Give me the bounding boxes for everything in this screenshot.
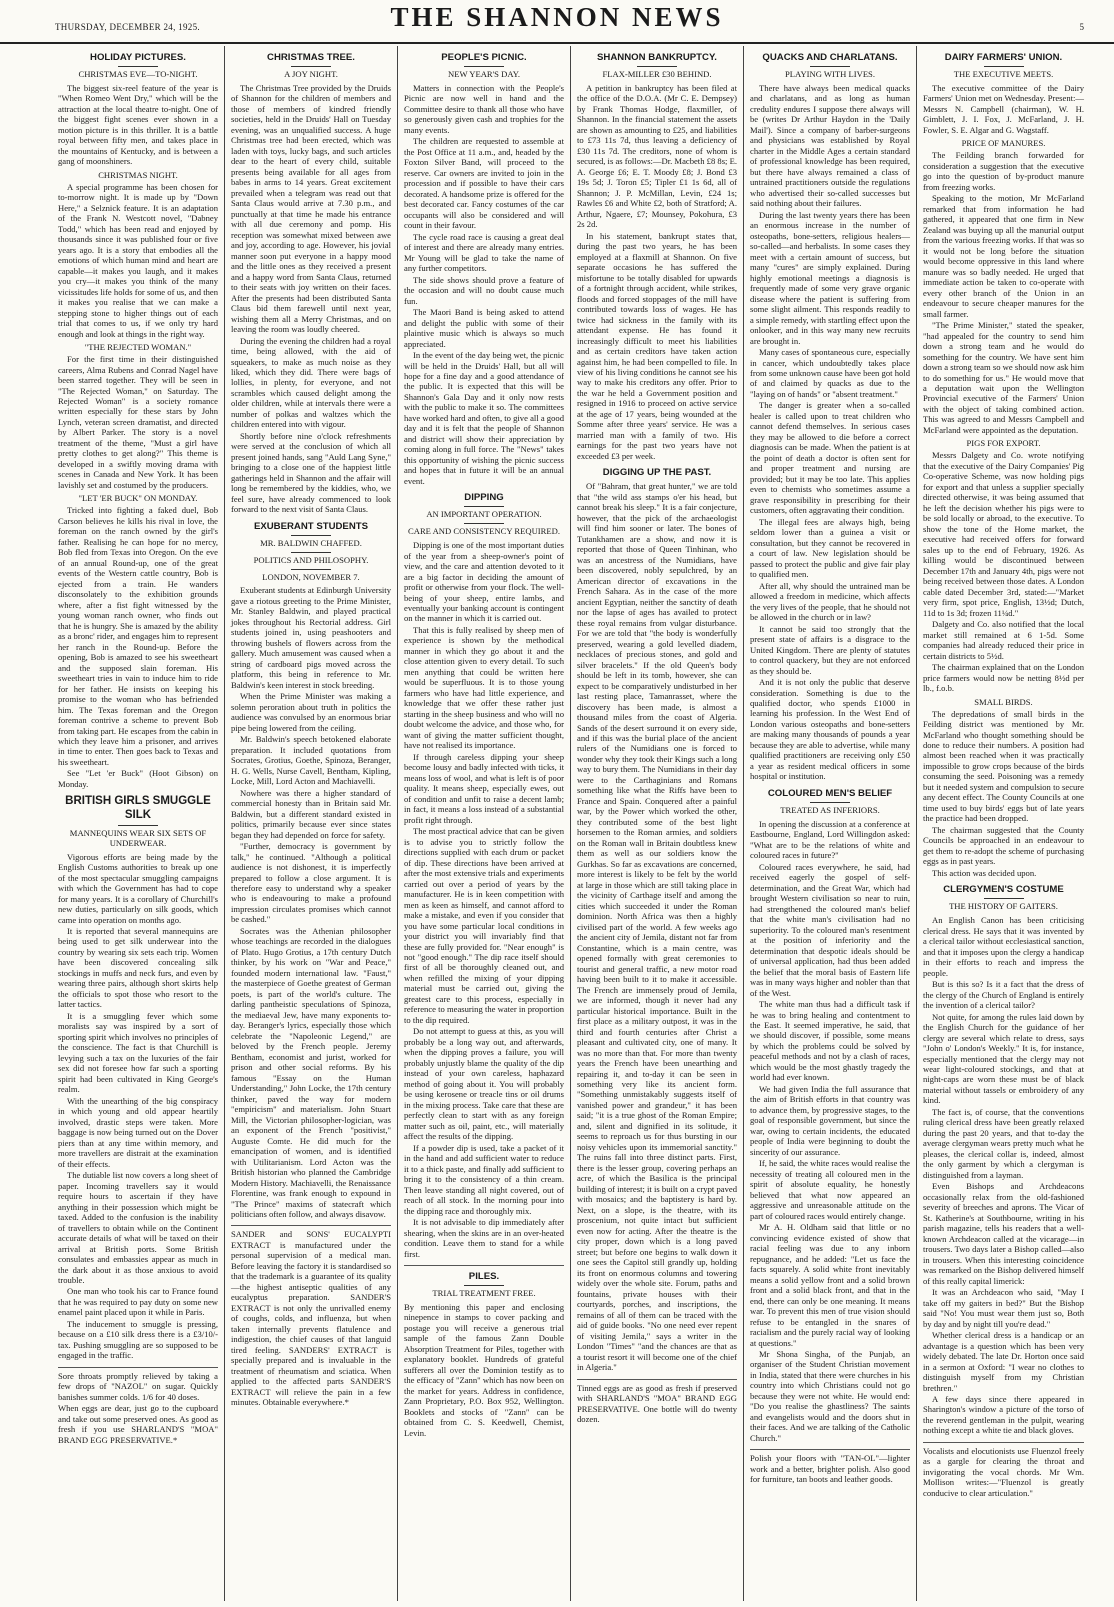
divider [464,506,504,507]
section-subheading: PIGS FOR EXPORT. [966,438,1041,449]
paragraph: Many cases of spontaneous cure, especially in cancer, which undoubtedly takes place from some unknown cause have been got hold of and claimed by quacks as due to the "laying on of hands" or "absent treatment." [750,347,910,399]
paragraph: "The Prime Minister," stated the speaker, "had appealed for the country to send him down a strong team and he would do something for the country. We have sent him down a strong team so we should now ask him to do something for us." He would move that a deputation wait upon the Wellington Provincial executive of the Farmers' Union with the object of taking combined action. This was agreed to and Messrs Campbell and McFarland were appointed as the deputation. [923,320,1084,435]
paragraph: It cannot be said too strongly that the present state of affairs is a disgrace to the United Kingdom. There are plenty of statutes to control quackery, but they are not enforced as they should be. [750,623,910,676]
paragraph: Exuberant students at Edinburgh University gave a riotous greeting to the Prime Minister, Mr. Stanley Baldwin, and played practical jokes throughout his Rectorial address. Girl students joined in, using peashooters and throwing bushels of flowers across from the gallery. Much amusement was caused when a string of cardboard pigs moved across the platform, this being in reference to Mr. Baldwin's keen interest in stock breeding. [231,585,391,690]
article-headline: PILES. [468,1271,500,1283]
paragraph: In the event of the day being wet, the picnic will be held in the Druids' Hall, but all will hope for a fine day and a good attendance of the public. It is expected that this will be Shannon's Gala Day and it only now rests with the public to make it so. The committees have worked hard and often, to give all a good day and it is felt that the people of Shannon and district will show their appreciation by coming along in full force. The "News" takes this opportunity of wishing the picnic success and hopes that in future it will be an annual event. [404,350,564,486]
section-subheading: SMALL BIRDS. [974,696,1033,707]
paragraph: The illegal fees are always high, being seldom lower than a guinea a visit or consultation, but they cannot be recovered in a court of law. New legislation should be passed to protect the public and give fair play to qualified men. [750,516,910,580]
paragraph: The Christmas Tree provided by the Druids of Shannon for the children of members and those of members of kindred friendly societies, held in the Druids' Hall on Tuesday evening, was an unqualified success. A huge Christmas tree had been erected, which was laden with toys, lucky bags, and such articles dear to the heart of every child, suitable presents being available for all ages from babes in arms to 14 years. Great excitement prevailed when a telegram was read out that Santa Claus would arrive at 7.30 p.m., and punctually at that time he made his entrance with all due ceremony and pomp. His reception was somewhat mixed between awe and joy, according to age. However, his jovial manner soon put everyone in a happy mood and the little ones as they received a present and a happy word from Santa Claus, returned to their seats with joy written on their faces. After the presents had been distributed Santa Claus bid them farewell until next year, wishing them all a Merry Christmas, and on leaving the room was loudly cheered. [231,82,391,335]
paragraph: In his statement, bankrupt states that, during the past two years, he has been employed at a flaxmill at Shannon. On five separate occasions he has suffered the misfortune to be totally disabled for upwards of a fortnight through accident, while strikes, floods and forced stoppages of the mill have contributed towards loss of wages. He has twice had sickness in the family with its attendant expense. He has found it increasingly difficult to meet his liabilities and as certain creditors have taken action against him, he had been compelled to file. In view of his living conditions he cannot see his way to make his creditors any offer. Prior to the war he held a Government position and resigned in 1916 to proceed on active service at the age of 17 years, being wounded at the Somme after three years' service. He was a married man with a family of two. His earnings for the past two years have not exceeded £3 per week. [577,230,737,461]
article-headline: PEOPLE'S PICNIC. [441,52,527,63]
paragraph: The depredations of small birds in the Feilding district was mentioned by Mr. McFarland who thought something should be done to reduce their numbers. A position had almost been reached when it was practically impossible to grow crops because of the birds consuming the seed. Poisoning was a remedy but it needed system and compulsion to secure any decent effect. The County Councils at one time used to buy birds' eggs but of late years the practice had been dropped. [923,708,1084,824]
divider [118,66,158,67]
column-3 [398,46,571,1601]
paragraph: The dutiable list now covers a long sheet of paper. Incoming travellers say it would require hours to ascertain if they have anything in their possession which might be taxed. Added to the confusion is the inability of travellers to obtain while on the Continent accurate details of what will be taxed on their arrival at British ports. Some British consulates and embassies appear as much in the dark about it as those anxious to avoid trouble. [58,1170,218,1285]
paragraph: Speaking to the motion, Mr McFarland remarked that from information he had gathered, it appeared that one firm in New Zealand was buying up all the manurial output from the various freezing works. If that was so it would not be long before the situation would become oppressive in this land where manure was so badly needed. He urged that immediate action be taken to co-operate with every other branch of the Union in an endeavour to secure cheaper manures for the small farmer. [923,193,1084,319]
paragraph: This action was decided upon. [932,867,1037,878]
divider [637,66,677,67]
advertisement [58,1367,218,1445]
article-headline: CHRISTMAS TREE. [267,52,355,63]
paragraph: Coloured races everywhere, he said, had received eagerly the gospel of self-determination, and the Great War, which had brought Western civilisation so near to ruin, had strengthened the coloured man's belief that the white man's civilisation had no superiority. To the coloured man's resentment at the position of inferiority and the determination that despotic ideals should be of universal application, had thus been added the belief that the moral basis of Eastern life was in many ways higher and nobler than that of the West. [750,861,910,998]
column-1 [52,46,225,1601]
paragraph: It was an Archdeacon who said, "May I take off my gaiters in bed?" But the Bishop said "No! You must wear them just so, Both by day and by night till you're dead." [923,1287,1084,1329]
article [577,52,737,461]
article [231,52,391,515]
advertisement [923,1442,1084,1498]
article [58,795,218,1360]
column-5 [744,46,917,1601]
paragraph: The Feilding branch forwarded for consideration a suggestion that the executive go into the question of by-product manure from freezing works. [923,150,1084,192]
article [577,467,737,1372]
article-subhead: THE EXECUTIVE MEETS. [953,69,1054,80]
article-headline: DIPPING [464,492,504,504]
article-subhead: TRIAL TREATMENT FREE. [432,1288,536,1299]
paragraph: Vigorous efforts are being made by the English Customs authorities to break up one of the most spectacular smuggling campaigns with which the Government has had to cope for many years. It is a corollary of Churchill's new duties, particularly on silk goods, which came into operation on months ago. [58,851,218,925]
advertisement [750,1449,910,1484]
article-subhead: NEW YEAR'S DAY. [448,69,520,80]
paragraph: The chairman explained that on the London price farmers would now be netting 8½d per lb., f.o.b. [923,662,1084,694]
paragraph: The children are requested to assemble at the Post Office at 11 a.m., and, headed by the Foxton Silver Band, will proceed to the reserve. Car owners are invited to join in the procession and if possible to have their cars decorated. A handsome prize is offered for the best decorated car. Fancy costumes of the car occupants will also be considered and will count in their favour. [404,136,564,231]
divider [118,825,158,826]
paragraph: We had given India the full assurance that the aim of British efforts in that country was to advance them, by progressive stages, to the goal of responsible government, but since the war, owing to certain incidents, the educated people of India were beginning to doubt the sincerity of our assurance. [750,1083,910,1157]
paragraph: Tricked into fighting a faked duel, Bob Carson believes he kills his rival in love, the foreman on the ranch owned by the girl's father. Realising he can hope for no mercy, Bob fled from Texas into Oregon. On the eve of an annual Round-up, one of the great events of the Western cattle country, Bob is ejected from a train. He wanders disconsolately to the exhibition grounds where, after a fist fight witnessed by the young woman ranch owner, who finds out that he is hungry. She is amazed by the ability as a bronc' rider, and engages him to represent her ranch in the Round-up. Before the opening, Bob is amazed to see his sweetheart and the supposed slain foreman. His sweetheart tries in vain to induce him to ride for her father. He insists on keeping his promise to the woman who has befriended him. The Texas foreman and the Oregon foreman contrive a scheme to prevent Bob from taking part. He escapes from the cabin in which they leave him a prisoner, and arrives in time to enter. Then goes back to Texas and his sweetheart. [58,505,218,767]
article-subhead: MANNEQUINS WEAR SIX SETS OF UNDERWEAR. [69,827,207,848]
article-subhead: THE HISTORY OF GAITERS. [949,901,1058,912]
article-subhead: CARE AND CONSISTENCY REQUIRED. [408,526,560,537]
article [404,52,564,486]
paragraph: A petition in bankruptcy has been filed at the office of the D.O.A. (Mr C. E. Dempsey) by Frank Thomas Hodge, flaxmiller, of Shannon. In the financial statement the assets are shown as amounting to £25, and liabilities to £73 11s 7d, thus leaving a deficiency of £30 11s 7d. The creditors, none of whom is secured, is as follows:—Dr. Macbeth £8 8s; E. A. George £6; E. T. Moody £8; J. Bond £3 19s 5d; J. Toron £5; Tipler £1 1s 6d, all of Shannon; J. P. McMillan, Levin, £24 1s; Rawles £6 and White £2, both of Stratford; A. Arthur, Ngaere, £7; Mounsey, Pokohura, £3 2s 2d. [577,82,737,230]
paragraph: The inducement to smuggle is pressing, because on a £10 silk dress there is a £3/10/- tax. Pushing smuggling are so supposed to be engaged in the traffic. [58,1318,218,1361]
paragraph: Dipping is one of the most important duties of the year from a sheep-owner's point of view, and the care and attention devoted to it are a big factor in deciding the amount of profit or otherwise from your flock. The well-being of your sheep, entire lambs, and eventually your banking account is contingent on the manner in which it is carried out. [404,540,564,624]
divider [291,569,331,570]
article-subhead: FLAX-MILLER £30 BEHIND. [602,69,712,80]
article [404,492,564,1259]
article-headline: HOLIDAY PICTURES. [90,52,186,63]
paragraph: Dalgety and Co. also notified that the local market still remained at 6 1-5d. Some companies had already reduced their price in certain districts to 5½d. [923,619,1084,661]
paragraph: Even Bishops and Archdeacons occasionally relax from the old-fashioned severity of breeches and aprons. The Vicar of St. Katherine's at Southbourne, writing in his parish magazine, tells his readers that a well-known Archdeacon called at the vicarage—in trousers. Two days later a Bishop called—also in trousers. When this interesting coincidence was remarked on the Bishop delivered himself of this really capital limerick: [923,1181,1084,1286]
paragraph: The executive committee of the Dairy Farmers' Union met on Wednesday. Present:—Messrs N. Campbell (chairman), W. H. Gimblett, J. I. Fox, J. McFarland, J. H. Fowler, S. E. Algar and G. Wagstaff. [923,82,1084,135]
paragraph: Mr A. H. Oldham said that little or no convincing evidence existed of show that racial feeling was due to any inborn repugnance, and he added: "Let us face the facts squarely. A solid white front inevitably means a solid yellow front and a solid brown front and a solid black front, and that in the end, there can only be one meaning. It means war. To prevent this men of true vision should refuse to be entangled in the snares of racialism and the purely racial way of looking at questions." [750,1222,910,1348]
article [750,52,910,782]
paragraph: During the evening the children had a royal time, being allowed, with the aid of squeakers, to make as much noise as they liked, which they did. There were bags of lollies, in plenty, for everyone, and not scrambles which caused delight among the older children, while at intervals there were a number of polkas and waltzes which the children entered into with vigour. [231,335,391,430]
divider [810,66,850,67]
paragraph: A few days since there appeared in Sharington's window a picture of the torso of the reverend gentleman in the pulpit, wearing nothing except a white tie and black gloves. [923,1394,1084,1436]
section-subheading: PRICE OF MANURES. [961,138,1046,149]
divider [810,802,850,803]
section-subheading: CHRISTMAS NIGHT. [98,169,178,180]
paragraph: One man who took his car to France found that he was required to pay duty on some new enamel paint placed upon it while in Paris. [58,1286,218,1318]
paragraph: With the unearthing of the big conspiracy in which young and old appear heartily involved, drastic steps were taken. More baggage is now being turned out on the Dover piers than at any time within memory, and more travellers are distrait at the examination of their effects. [58,1095,218,1169]
divider [291,66,331,67]
article [750,788,910,1443]
paragraph: Mr Shona Singha, of the Punjab, an organiser of the Student Christian movement in India, stated that there were churches in his country into which Christians could not go because they were not white. He would end: "Do you realise the ghastliness? The saints and evangelists would and the doors shut in their faces. And we are talking of the Catholic Church." [750,1349,910,1443]
paragraph: It is a smuggling fever which some moralists say was inspired by a sort of sporting spirit which involves no principles of the conscience. The fact is that Churchill is levying such a tax on the luxuries of the fair sex did not foresee how far such a sporting spirit had been cultivated in King George's realm. [58,1010,218,1095]
article [58,52,218,789]
paragraph: Matters in connection with the People's Picnic are now well in hand and the Committee desire to thank all those who have so generously given cash and trophies for the many events. [404,82,564,135]
advertisement [577,1379,737,1425]
section-subheading: "LET 'ER BUCK" ON MONDAY. [78,493,198,504]
section-subheading: "THE REJECTED WOMAN." [84,342,192,353]
divider [291,535,331,536]
divider [464,1285,504,1286]
paragraph: A special programme has been chosen for to-morrow night. It is made up by "Down Here," a Selznick feature. It is an adaptation of the Frank N. Westcott novel, "Dabney Todd," which has been read and enjoyed by thousands since it was published four or five years ago. It is a story that embodies all the emotions of which human mind and heart are capable—it makes you laugh, and it makes you cry—it makes you think of the many vicissitudes life holds for some of us, and then it makes you realise that we can make a stepping stone to higher things out of each trial that comes to us, if we only try hard enough and look at things in the right way. [58,181,218,339]
column-2 [225,46,398,1601]
divider [464,66,504,67]
article-subhead: A JOY NIGHT. [284,69,338,80]
paragraph: Nowhere was there a higher standard of commercial honesty than in Britain said Mr. Baldwin, but a different standard existed in politics, primarily because ever since states began they had depended on force for safety. [231,787,391,840]
paragraph: The most practical advice that can be given is to advise you to strictly follow the directions supplied with each drum or packet of dip. These directions have been arrived at after the most extensive trials and experiments carried out over a period of years by the manufacturer. He is in keen competition with men as keen as himself, and cannot afford to make a mistake, and even if you consider that you have some particular local conditions in your district you will invariably find that these are fully provided for. "Near enough" is not "good enough." The dip race itself should first of all be thoroughly cleaned out, and when refilled the mixing of your dipping material must be carried out, giving the greatest care to this process, especially in reference to measuring the water in proportion to the dip required. [404,826,564,1025]
paragraph: Shortly before nine o'clock refreshments were served at the conclusion of which all present joined hands, sang "Auld Lang Syne," bringing to a close one of the happiest little gatherings held in Shannon and the affair will long be remembered by the kiddies, who, we feel sure, have already commenced to look forward to the next visit of Santa Claus. [231,430,391,515]
article-subhead: AN IMPORTANT OPERATION. [426,509,542,520]
article [923,884,1084,1436]
paragraph: Socrates was the Athenian philosopher whose teachings are recorded in the dialogues of Plato. Hugo Grotius, a 17th century Dutch thinker, by his work on "War and Peace," founded modern international law. "Faust," the masterpiece of Goethe greatest of German poets, is part of the world's culture. The darling pantheistic speculations of Spinoza, the mediaeval Jew, have many exponents to-day. Beranger's lyrics, especially those which celebrate the "Napoleonic Legend," are beloved by the French people. Jeremy Bentham, economist and jurist, worked for prison and other social reforms. By his famous "Essay on the Human Understanding," John Locke, the 17th century thinker, paved the way for modern "empiricism" and materialism. John Stuart Mill, the Victorian philosopher-logician, was an exponent of the French "positivist," Auguste Comte. He did much for the emancipation of women, and is identified with Utilitarianism. Lord Acton was the British historian who planned the Cambridge Modern History. Machiavelli, the Renaissance Florentine, was frank enough to expound in "The Prince" maxims of statecraft which politicians often follow, and always disavow. [231,925,391,1219]
newspaper-title: THE SHANNON NEWS [390,2,724,32]
masthead [0,0,1114,44]
paragraph: The side shows should prove a feature of the occasion and will no doubt cause much fun. [404,274,564,306]
divider [984,66,1024,67]
paragraph: SANDER and SONS' EUCALYPTI EXTRACT is manufactured under the personal supervision of a medical man. Before leaving the factory it is standardised so that the trademark is a guarantee of its quality—the highest antiseptic qualities of any eucalyptus preparation. SANDER'S EXTRACT is not only the unrivalled enemy of coughs, colds, and influenza, but when taken internally prevents flatulence and indigestion, the chief causes of that languid tired feeling. SANDERS' EXTRACT is specially prepared and is invaluable in the treatment of rheumatism and sciatica. When applied to the affected parts SANDER'S EXTRACT will relieve the pain in a few minutes. Obtainable everywhere.* [231,1229,391,1408]
paragraph: There have always been medical quacks and charlatans, and as long as human credulity endures I suppose there always will be (writes Dr Arthur Haydon in the 'Daily Mail'). Since a company of barber-surgeons and physicians was established by Royal charter in the Middle Ages a certain standard of professional knowledge has been required, but there have always remained a class of untrained practitioners outside the regulations who advertised their so-called successes but said nothing about their failures. [750,82,910,209]
paragraph: When eggs are dear, just go to the cupboard and take out some preserved ones. As good as fresh if you use SHARLAND'S "MOA" BRAND EGG PRESERVATIVE.* [58,1403,218,1445]
article-headline: EXUBERANT STUDENTS [253,520,369,532]
paragraph: That this is fully realised by sheep men of experience is shown by the methodical manner in which they go about it and the close attention given to every detail. To such men anything that could be written here would be superfluous. It is to those young farmers who have had little experience, and knowledge that we offer these rather just starting in the sheep business and who will no doubt welcome the advice, and those who, for want of giving the matter sufficient thought, have not realised its importance. [404,624,564,751]
article-subhead: PLAYING WITH LIVES. [785,69,875,80]
article-headline: DIGGING UP THE PAST. [602,467,712,479]
paragraph: And it is not only the public that deserve consideration. Something is due to the qualified doctor, who spends £1000 in learning his profession. In the West End of London various osteopaths and bone-setters are making many thousands of pounds a year because they are able to advertise, while many qualified practitioners are receiving only £50 a year as resident medical officers in some hospital or institution. [750,677,910,782]
paragraph: It is not advisable to dip immediately after shearing, when the skins are in an over-heated condition. Leave them to stand for a while first. [404,1217,564,1259]
article-headline: SHANNON BANKRUPTCY. [597,52,717,63]
paragraph: Vocalists and elocutionists use Fluenzol freely as a gargle for clearing the throat and invigorating the vocal chords. Mr Wm. Mollison writes:—"Fluenzol is greatly conducive to clear articulation." [923,1445,1084,1498]
article-headline: COLOURED MEN'S BELIEF [767,787,893,799]
paragraph: Sore throats promptly relieved by taking a few drops of "NAZOL" on sugar. Quickly banishes summer colds. 1/6 for 40 doses. [58,1370,218,1402]
article-subhead: MR. BALDWIN CHAFFED. [260,537,362,548]
page-columns [52,46,1092,1601]
article-headline: QUACKS AND CHARLATANS. [762,52,898,63]
paragraph: By mentioning this paper and enclosing ninepence in stamps to cover packing and postage you will receive a generous trial sample of the famous Zann Double Absorption Treatment for Piles, together with explanatory booklet. Hundreds of grateful sufferers all over the Dominion testify as to the efficacy of "Zann" which has now been on the market for years. Address in confidence, Zann Proprietary, P.O. Box 952, Wellington. Booklets and stocks of "Zann" can be obtained from C. S. Keedwell, Chemist, Levin. [404,1301,564,1438]
paragraph: But is this so? Is it a fact that the dress of the clergy of the Church of England is entirely the invention of a clerical tailor? [923,979,1084,1011]
advertisement [404,1265,564,1438]
article-subhead: TREATED AS INFERIORS. [780,804,880,815]
paragraph: When the Prime Minister was making a solemn peroration about truth in politics the audience was convulsed by an enormous briar pipe being lowered from the ceiling. [231,691,391,733]
paragraph: After all, why should the untrained man be allowed a freedom in medicine, which affects the very lives of the people, that he should not be allowed in the church or in law? [750,580,910,623]
paragraph: The white man thus had a difficult task if he was to bring healing and contentment to the East. It seemed imperative, he said, that we should discover, if possible, some means by which the problems could be solved by peaceful methods and not by a clash of races, which would be the most ghastly tragedy the world had ever known. [750,999,910,1083]
article-subhead: LONDON, NOVEMBER 7. [262,571,360,582]
article-headline: DAIRY FARMERS' UNION. [944,52,1063,63]
article [231,521,391,1220]
column-6 [917,46,1090,1601]
paragraph: The cycle road race is causing a great deal of interest and there are already many entries. Mr Young will be glad to take the name of any further competitors. [404,231,564,274]
paragraph: Whether clerical dress is a handicap or an advantage is a question which has been very widely debated. The late Dr. Horton once said in a sermon at Oxford: "I wear no clothes to distinguish myself from my Christian brethren." [923,1330,1084,1393]
advertisement [231,1225,391,1407]
paragraph: If a powder dip is used, take a packet of it in the hand and add sufficient water to reduce it to a thick paste, and finally add sufficient to bring it to the consistency of a thin cream. Then leave standing all night covered, out of reach of all stock. In the morning pour into the dipping race and thoroughly mix. [404,1142,564,1216]
paragraph: See "Let 'er Buck" (Hoot Gibson) on Monday. [58,768,218,789]
paragraph: In opening the discussion at a conference at Eastbourne, England, Lord Willingdon asked: "What are to be the relations of white and coloured races in future?" [750,818,910,861]
paragraph: Not quite, for among the rules laid down by the English Church for the guidance of her clergy are several which relate to dress, says "John o' London's Weekly." It is, for instance, especially mentioned that the clergy may not wear light-coloured stockings, and that at night-caps are worn these must be of black material without tassels or embroidery of any kind. [923,1011,1084,1106]
paragraph: Of "Bahram, that great hunter," we are told that "the wild ass stamps o'er his head, but cannot break his sleep." It is a fair conjecture, however, that the pick of the archaeologist will find him sooner or later. The bones of Tutankhamen are a show, and now it is reported that those of Queen Tinhinan, who was an ancestress of the Numidians, have been discovered, nobly sepulchred, by an American director of excavations in the French Sahara. As in the case of the more ancient Egyptian, neither the sanctity of death nor the lapse of ages has availed to protect these royal remains from vulgar disturbance. For we are told that "the body is wonderfully preserved, wearing a gold levelled diadem, necklaces of precious stones, and gold and silver bracelets." If the old Queen's body should be left in its tomb, however, she can expect to be comparatively undisturbed in her last resting place, Tamanrasset, where the discovery has been made, is almost a thousand miles from the coast of Algeria. Sands of the desert surround it on every side, and if this was the burial place of the ancient rulers of the Numidians one is forced to wonder why they took their Kings such a long way to bury them. The Numidians in their day were to the Carthaginians and Romans something like what the Riffs have been to France and Spain. Conquered after a painful war, by the Power which worked the other, they contributed some of the best light horsemen to the Roman armies, and soldiers on the Roman wall in Britain doubtless knew them as well as our soldiers know the Gurkhas. So far as excavations are concerned, more interest is likely to be felt by the world at large in those which are still taking place in the vicinity of Carthage itself and among the cities which succeeded it under the Roman dominion. North Africa was then a highly civilised part of the world. A few weeks ago the ancient city of Jemila, distant not far from Constantine, which is a main centre, was opened formally with great ceremonies to tourist and general traffic, a new motor road having been built to it to make it accessible. The French are immensely proud of Jemila, we are informed, though it never had any particular historical importance. Built in the first place as a military outpost, it was in the third and fourth centuries after Christ a pleasant and cultivated city, one of many. It was no more than that. For more than twenty years the French have been unearthing and repairing it, and to-day it can be seen in something very like its ancient form. "Something unmistakably suggests itself of vanished power and grandeur," it has been said; "it is a true ghost of the Roman Empire; and, silent and dignified in its solitude, it seems to reproach us for thus bursting in our noisy vehicles upon its immemorial sanctity." The ruins fall into three distinct parts. First, there is the lesser group, covering perhaps an acre, of which the Basilica is the principal building of interest; it is built on a crypt paved with mosaics; and the baptistery is hard by. Next, on a slope, is the theatre, with its proscenium, not quite intact but sufficient even now for acting. After the theatre is the city proper, down which is a long paved street; but before one begins to walk down it one sees the Capitol still grandly up, holding its front on enormous columns and towering widely over the whole site. Forum, paths and fountains, private houses with their courtyards, porches, and inscriptions, the remains of all of them can be traced with the aid of guide books. "No one need ever repent of visiting Jemila," says a writer in the London "Times" "and the chances are that as a tourist resort it will become one of the chief in Algeria." [577,481,737,1373]
paragraph: The fact is, of course, that the conventions ruling clerical dress have been greatly relaxed during the past 20 years, and that to-day the average clergyman wears pretty much what he pleases, the clerical collar is, indeed, almost the only garment by which a clergyman is distinguished from a layman. [923,1106,1084,1180]
paragraph: If, he said, the white races would realise the necessity of treating all coloured men in the spirit of absolute equality, he honestly believed that what now appeared an aggressive and unreasonable attitude on the part of coloured races would entirely change. [750,1158,910,1221]
page-number: 5 [1079,22,1084,32]
paragraph: The chairman suggested that the County Councils be approached in an endeavour to get them to re-adopt the scheme of purchasing eggs as in past years. [923,824,1084,867]
paragraph: The biggest six-reel feature of the year is "When Romeo Went Dry," which will be the attraction at the local theatre to-night. One of the biggest fight scenes ever shown in a motion picture is in this thriller. It is a battle royal between fifty men, and takes place in the mountains of Kentucky, and is between a gang of moonshiners. [58,82,218,167]
divider [984,898,1024,899]
paragraph: The Maori Band is being asked to attend and delight the public with some of their plaintive music which is always so much appreciated. [404,307,564,349]
paragraph: "Further, democracy is government by talk," he continued. "Although a political audience is not dishonest, it is imperfectly prepared to follow a close argument. It is therefore easy to understand why a speaker who is endeavouring to make a profound impression circulates promises which cannot be cashed." [231,841,391,925]
divider [291,552,331,553]
issue-date: THURSDAY, DECEMBER 24, 1925. [55,22,200,32]
paragraph: Mr. Baldwin's speech betokened elaborate preparation. It included quotations from Socrates, Grotius, Goethe, Spinoza, Beranger, H. G. Wells, Nurse Cavell, Bentham, Kipling, Locke, Mill, Lord Acton and Machiavelli. [231,734,391,787]
paragraph: It is reported that several mannequins are being used to get silk underwear into the country by wearing six sets each trip. Women have been discovered concealing silk stockings in muffs and neck furs, and even by wearing three pairs, although short skirts help the officials to spot those who resort to the latter tactics. [58,926,218,1010]
paragraph: During the last twenty years there has been an enormous increase in the number of osteopaths, bone-setters, religious healers—so-called—and herbalists. In some cases they meet with a certain amount of success, but many "cures" are simply explained. During highly emotional meetings a diagnosis is frequently made of some very grave organic disease where the patient is suffering from some slight ailment. This responds readily to a simple remedy, with startling effect upon the onlooker, and in this way many new recruits are brought in. [750,209,910,346]
article-subhead: CHRISTMAS EVE—TO-NIGHT. [78,69,198,80]
article [923,52,1084,878]
paragraph: An English Canon has been criticising clerical dress. He says that it was invented by a clerical tailor without ecclesiastical sanction, and that it imposes upon the clergy a handicap in their efforts to reach and impress the people. [923,915,1084,978]
paragraph: Tinned eggs are as good as fresh if preserved with SHARLAND'S "MOA" BRAND EGG PRESERVATIVE. One bottle will do twenty dozen. [577,1382,737,1424]
article-subhead: POLITICS AND PHILOSOPHY. [253,554,369,565]
paragraph: Do not attempt to guess at this, as you will probably be a long way out, and afterwards, when the dipping proves a failure, you will probably unjustly blame the quality of the dip instead of your own careless, haphazard method of going about it. You will probably be using kerosene or treacle tins or oil drums in the mixing process. Take care that these are perfectly clean to start with as any foreign matter such as oil, paint, etc., will materially affect the results of the dipping. [404,1026,564,1142]
article-headline: BRITISH GIRLS SMUGGLE SILK [65,795,211,821]
paragraph: The danger is greater when a so-called healer is called upon to treat children who cannot defend themselves. In serious cases they may be allowed to die before a correct diagnosis can be made. When the patient is at the point of death a doctor is often sent for and proper treatment and nursing are provided; but it may be too late. This applies even to chemists who sometimes assume a grave responsibility in prescribing for their customers, often aggravating their condition. [750,400,910,516]
paragraph: For the first time in their distinguished careers, Alma Rubens and Conrad Nagel have been starred together. They will be seen in "The Rejected Woman," on Saturday. The Rejected Woman" is a society romance written especially for these stars by John Lynch, veteran screen dramatist, and directed by Albert Parker. The story is a novel treatment of the theme, "Must a girl have pretty clothes to get along?" This theme is developed in a swiftly moving drama with scenes in Canada and New York. It has been lavishly set and costumed by the producers. [58,354,218,490]
paragraph: Polish your floors with "TAN-OL"—lighter work and a better, brighter polish. Also good for furniture, tan boots and leather goods. [750,1453,910,1485]
article-headline: CLERGYMEN'S COSTUME [943,884,1064,896]
divider [464,523,504,524]
paragraph: Messrs Dalgety and Co. wrote notifying that the executive of the Dairy Companies' Pig Co-operative Scheme, was now holding pigs for export and that unless a supplier specially directed otherwise, it was being assumed that he left the decision whether his pigs were to be sold locally or abroad, to the executive. To show the tone of the Home market, the executive had received offers for forward sales up to the end of February, 1926. As killing would be discontinued between December 17th and January 4th, pigs were not being received between those dates. A London cable dated December 3rd, stated:—"Market very firm, spot price, English, 13½d; Dutch, 11d to 1s 3d; frozen 11¼d." [923,450,1084,618]
paragraph: If through careless dipping your sheep become lousy and badly infected with ticks, it means loss of wool, and what is left is of poor quality. It means sheep, especially ewes, out of condition and unfit to raise a decent lamb; in fact, it means a loss instead of a substantial profit right through. [404,751,564,825]
column-4 [571,46,744,1601]
